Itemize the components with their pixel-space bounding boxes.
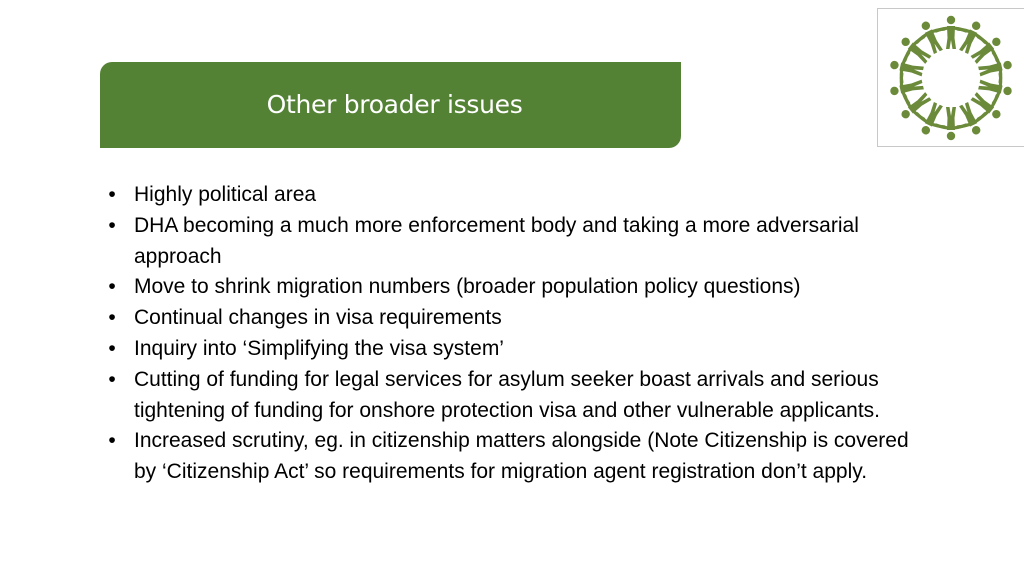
list-item: • Inquiry into ‘Simplifying the visa system’	[105, 334, 915, 365]
bullet-icon: •	[108, 336, 116, 360]
list-item: • Move to shrink migration numbers (broader population policy questions)	[105, 272, 915, 303]
slide-title: Other broader issues	[266, 89, 523, 119]
bullet-icon: •	[108, 213, 116, 237]
bullet-icon: •	[108, 367, 116, 391]
list-item: • Highly political area	[105, 180, 915, 211]
person-figure	[936, 16, 966, 49]
bullet-list	[105, 180, 915, 488]
title-banner	[100, 62, 681, 148]
circle-of-people-icon	[878, 9, 1024, 148]
people-ring	[887, 15, 1015, 140]
person-figure	[936, 107, 966, 140]
bullet-icon: •	[108, 183, 116, 206]
list-item: • DHA becoming a much more enforcement body and taking a more adversarial approach	[105, 211, 915, 273]
list-item: • Increased scrutiny, eg. in citizenship matters alongside (Note Citizenship is covered by ‘Citizenship Act’ so requirements for migration agent registration don’t apply.	[105, 426, 915, 488]
list-item: • Continual changes in visa requirements	[105, 303, 915, 334]
logo	[877, 8, 1024, 147]
bullet-icon: •	[108, 429, 116, 453]
list-item: • Cutting of funding for legal services for asylum seeker boast arrivals and serious tightening of funding for onshore protection visa and other vulnerable applicants.	[105, 365, 915, 427]
bullet-icon: •	[108, 275, 116, 299]
bullet-icon: •	[108, 306, 116, 330]
